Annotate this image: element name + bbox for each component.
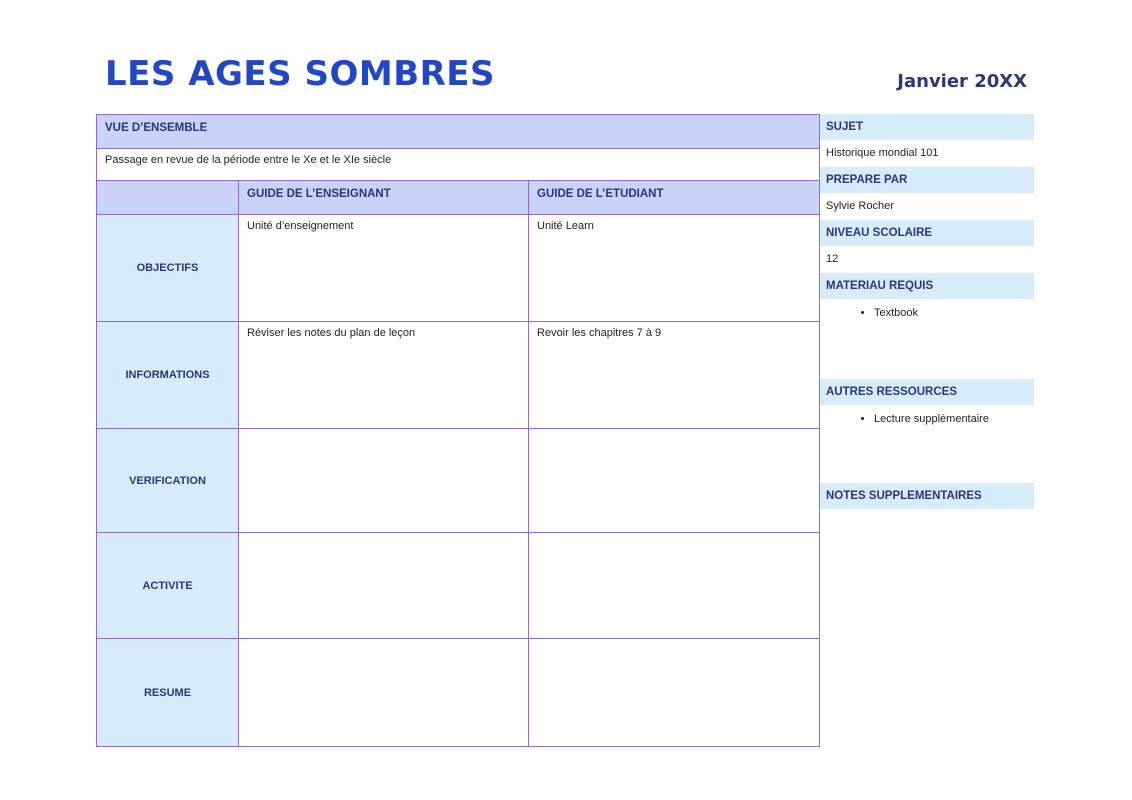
table-row (97, 533, 820, 639)
corner-cell (97, 181, 239, 215)
prepared-by-value[interactable]: Sylvie Rocher (826, 200, 894, 212)
resources-section (820, 405, 1034, 483)
list-item[interactable]: • Textbook (874, 305, 1034, 321)
row-label-activite: ACTIVITE (97, 533, 239, 639)
row-label-resume: RESUME (97, 639, 239, 747)
lesson-plan-table (96, 114, 820, 747)
materials-list (820, 299, 1034, 321)
other-resources-label: AUTRES RESSOURCES (820, 379, 1034, 405)
teacher-cell[interactable]: Réviser les notes du plan de leçon (239, 322, 529, 429)
table-row (97, 429, 820, 533)
sidebar (820, 114, 1034, 509)
subject-value[interactable]: Historique mondial 101 (826, 147, 939, 159)
teacher-cell[interactable] (239, 429, 529, 533)
student-cell[interactable]: Revoir les chapitres 7 à 9 (529, 322, 820, 429)
row-label-verification: VERIFICATION (97, 429, 239, 533)
student-cell[interactable]: Unité Learn (529, 215, 820, 322)
teacher-guide-header: GUIDE DE L’ENSEIGNANT (239, 181, 529, 215)
overview-header: VUE D’ENSEMBLE (97, 115, 820, 149)
table-row (97, 322, 820, 429)
subject-label: SUJET (820, 114, 1034, 140)
teacher-cell[interactable] (239, 639, 529, 747)
student-cell[interactable] (529, 533, 820, 639)
date-label: Janvier 20XX (897, 71, 1027, 92)
overview-text[interactable]: Passage en revue de la période entre le Xe et le XIe siècle (97, 149, 820, 181)
teacher-cell[interactable]: Unité d’enseignement (239, 215, 529, 322)
prepared-by-label: PREPARE PAR (820, 167, 1034, 193)
page-title: LES AGES SOMBRES (105, 54, 496, 94)
row-label-informations: INFORMATIONS (97, 322, 239, 429)
student-guide-header: GUIDE DE L’ETUDIANT (529, 181, 820, 215)
materials-label: MATERIAU REQUIS (820, 273, 1034, 299)
additional-notes-label: NOTES SUPPLEMENTAIRES (820, 483, 1034, 509)
resources-list (820, 405, 1034, 427)
student-cell[interactable] (529, 639, 820, 747)
student-cell[interactable] (529, 429, 820, 533)
list-item[interactable]: • Lecture supplémentaire (874, 411, 1034, 427)
teacher-cell[interactable] (239, 533, 529, 639)
materials-section (820, 299, 1034, 379)
table-row (97, 215, 820, 322)
grade-level-label: NIVEAU SCOLAIRE (820, 220, 1034, 246)
grade-level-value[interactable]: 12 (826, 253, 839, 265)
table-row (97, 639, 820, 747)
row-label-objectifs: OBJECTIFS (97, 215, 239, 322)
